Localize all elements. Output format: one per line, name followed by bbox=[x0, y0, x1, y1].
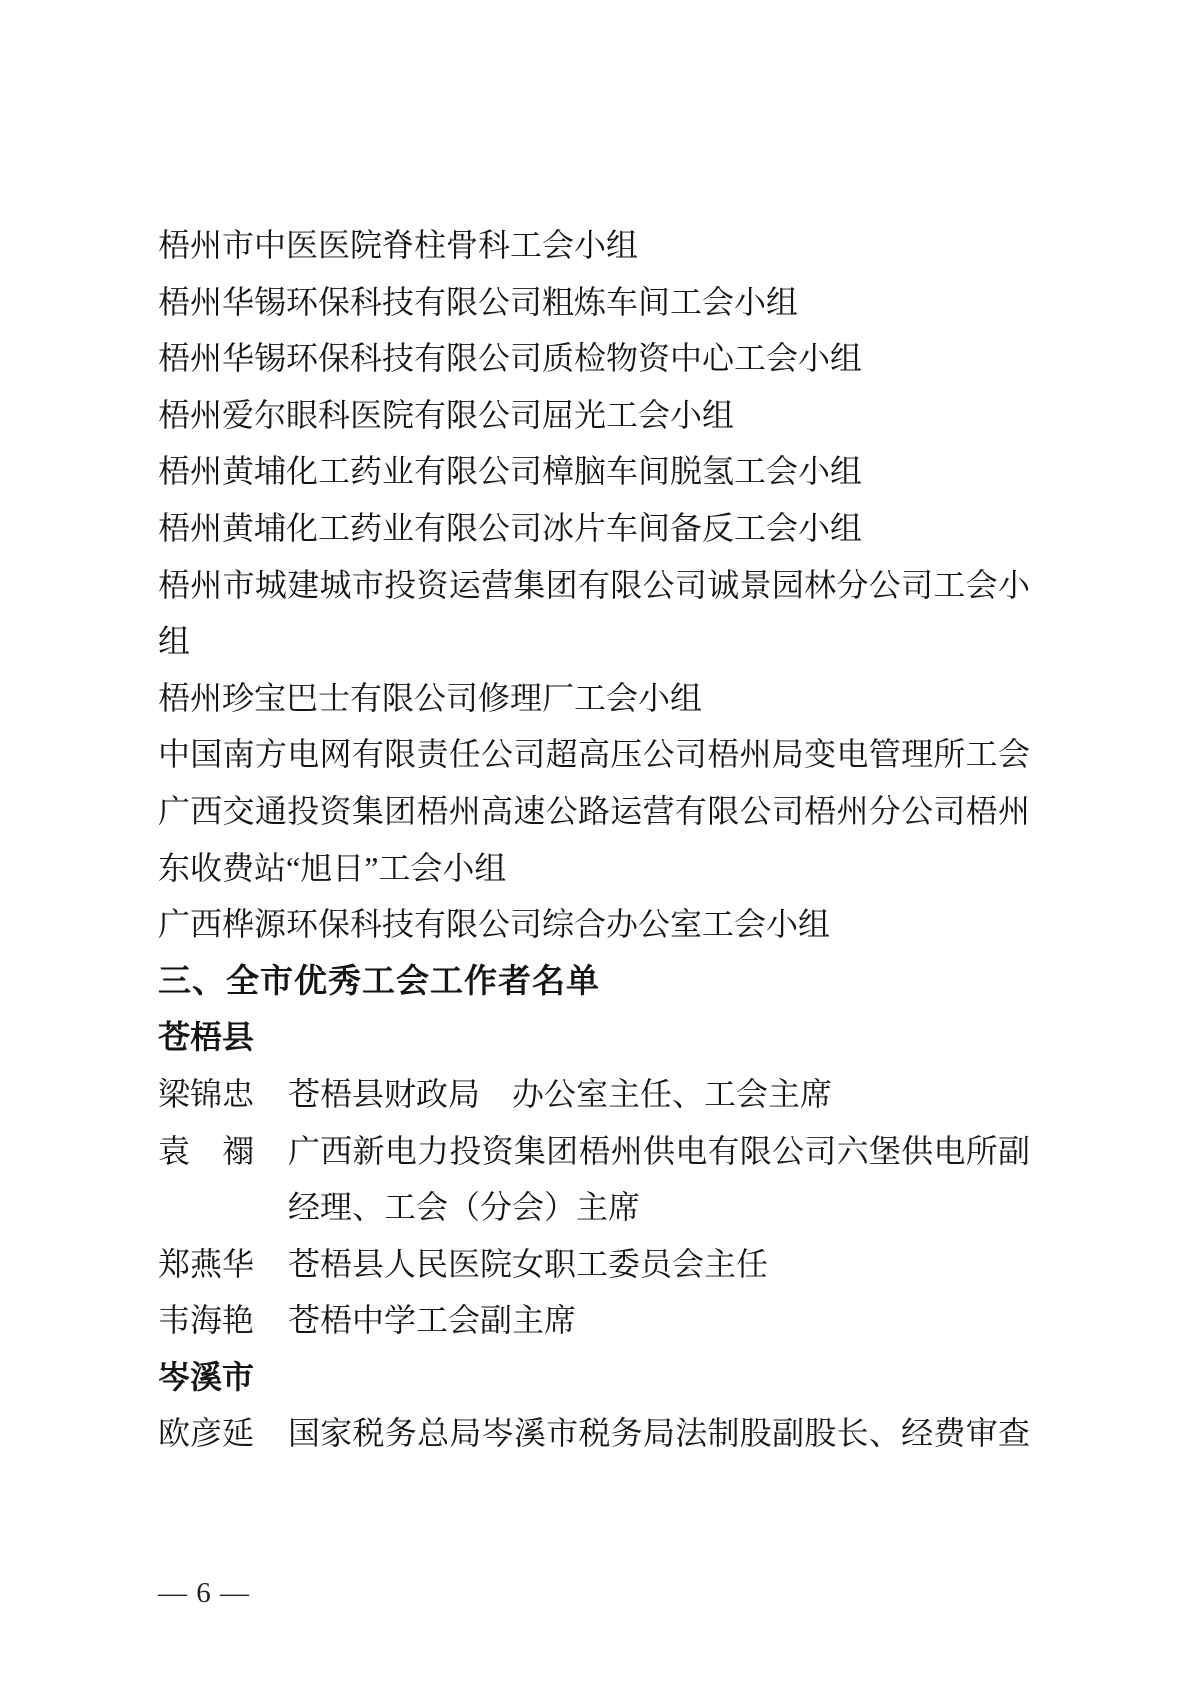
union-group-item: 广西交通投资集团梧州高速公路运营有限公司梧州分公司梧州 bbox=[158, 792, 1030, 829]
document-body bbox=[158, 217, 1030, 1462]
person-name: 郑燕华 bbox=[158, 1245, 255, 1282]
person-name: 韦海艳 bbox=[158, 1302, 255, 1339]
union-group-item: 梧州爱尔眼科医院有限公司屈光工会小组 bbox=[158, 396, 735, 433]
union-group-item: 梧州华锡环保科技有限公司粗炼车间工会小组 bbox=[158, 283, 799, 320]
union-group-item: 梧州黄埔化工药业有限公司冰片车间备反工会小组 bbox=[158, 509, 863, 546]
union-group-item-wrap: 东收费站“旭日”工会小组 bbox=[158, 849, 507, 886]
person-role: 苍梧县人民医院女职工委员会主任 bbox=[288, 1245, 769, 1282]
person-role: 苍梧中学工会副主席 bbox=[288, 1302, 577, 1339]
union-group-item: 梧州黄埔化工药业有限公司樟脑车间脱氢工会小组 bbox=[158, 453, 863, 490]
union-group-item: 广西桦源环保科技有限公司综合办公室工会小组 bbox=[158, 906, 831, 943]
union-group-item: 梧州华锡环保科技有限公司质检物资中心工会小组 bbox=[158, 340, 863, 377]
person-role-continuation: 经理、工会（分会）主席 bbox=[288, 1189, 641, 1226]
section-heading: 三、全市优秀工会工作者名单 bbox=[158, 961, 600, 999]
page-number: — 6 — bbox=[158, 1577, 250, 1609]
person-name: 袁 禤 bbox=[158, 1132, 255, 1169]
person-role: 国家税务总局岑溪市税务局法制股副股长、经费审查 bbox=[288, 1415, 1030, 1452]
person-row bbox=[158, 1292, 1030, 1349]
person-row bbox=[158, 1066, 1030, 1123]
person-name: 梁锦忠 bbox=[158, 1075, 255, 1112]
union-group-item: 梧州珍宝巴士有限公司修理厂工会小组 bbox=[158, 679, 703, 716]
person-role: 苍梧县财政局 办公室主任、工会主席 bbox=[288, 1075, 833, 1112]
union-group-item: 中国南方电网有限责任公司超高压公司梧州局变电管理所工会 bbox=[158, 736, 1030, 773]
person-row bbox=[158, 1123, 1030, 1180]
union-group-item: 梧州市城建城市投资运营集团有限公司诚景园林分公司工会小 bbox=[158, 566, 1030, 603]
county-title: 岑溪市 bbox=[158, 1358, 255, 1395]
person-name: 欧彦延 bbox=[158, 1415, 255, 1452]
person-row bbox=[158, 1236, 1030, 1293]
person-row bbox=[158, 1405, 1030, 1462]
union-group-item-wrap: 组 bbox=[158, 623, 191, 660]
county-title: 苍梧县 bbox=[158, 1019, 255, 1056]
person-role: 广西新电力投资集团梧州供电有限公司六堡供电所副 bbox=[288, 1132, 1030, 1169]
union-group-item: 梧州市中医医院脊柱骨科工会小组 bbox=[158, 227, 639, 263]
